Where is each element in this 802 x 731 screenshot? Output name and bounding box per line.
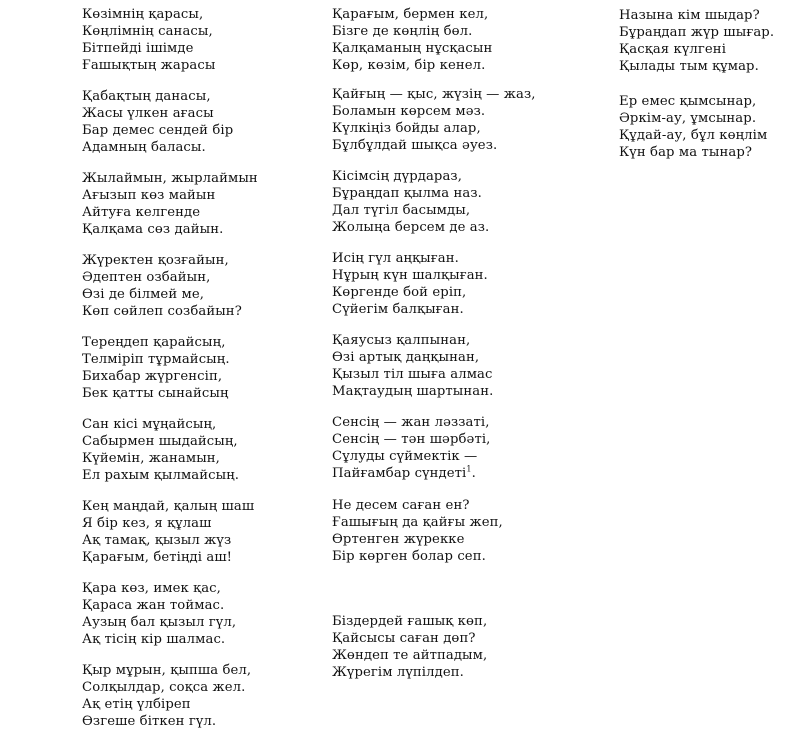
poem-line: Ер емес қымсынар,	[619, 94, 757, 109]
poem-column-3	[619, 7, 774, 161]
poem-line: Өзі артық даңқынан,	[332, 350, 480, 365]
poem-line: Қара көз, имек қас,	[82, 581, 221, 596]
poem-line: Көр, көзім, бір кенел.	[332, 58, 486, 73]
poem-line: Күн бар ма тынар?	[619, 145, 753, 160]
poem-line: Күйемін, жанамын,	[82, 451, 220, 466]
poem-line: Кісімсің дүрдараз,	[332, 169, 463, 184]
poem-line: Жөндеп те айтпадым,	[332, 648, 488, 663]
poem-line: Боламын көрсем мәз.	[332, 104, 486, 119]
poem-line: Сенсің — жан ләззаті,	[332, 415, 490, 430]
poem-line: Сүйегім балқыған.	[332, 302, 464, 317]
poem-line: Ақ етің үлбіреп	[82, 697, 191, 712]
poem-line: Қайсысы саған дөп?	[332, 631, 476, 646]
stanza	[332, 6, 536, 74]
poem-line-text: Пайғамбар сүндеті	[332, 466, 467, 481]
poem-line: Өзгеше біткен гүл.	[82, 714, 217, 729]
poem-line: Күлкіңіз бойды алар,	[332, 121, 481, 136]
poem-line: Бек қатты сынайсың	[82, 386, 229, 401]
poem-line: Телміріп тұрмайсың.	[82, 352, 230, 367]
poem-line: Жылаймын, жырлаймын	[82, 171, 258, 186]
poem-line: Қараса жан тоймас.	[82, 598, 225, 613]
poem-line: Ақ тамақ, қызыл жүз	[82, 533, 232, 548]
stanza	[82, 580, 258, 648]
poem-line: Сенсің — тән шәрбәті,	[332, 432, 491, 447]
poem-line: Әркім-ау, ұмсынар.	[619, 111, 757, 126]
stanza	[332, 250, 536, 318]
stanza	[332, 332, 536, 400]
poem-line: Қызыл тіл шыға алмас	[332, 367, 493, 382]
poem-line: Сан кісі мұңайсың,	[82, 417, 217, 432]
poem-line: Қылады тым құмар.	[619, 59, 759, 74]
poem-line: Ағызып көз майын	[82, 188, 216, 203]
stanza	[82, 416, 258, 484]
poem-line: Біздердей ғашық көп,	[332, 614, 488, 629]
poem-line: Өртенген жүрекке	[332, 532, 465, 547]
stanza	[619, 7, 774, 75]
poem-line: Көргенде бой еріп,	[332, 285, 467, 300]
poem-line: Бұраңдап қылма наз.	[332, 186, 482, 201]
poem-line: Жүректен қозғайын,	[82, 253, 229, 268]
poem-line: Бұлбұлдай шықса әуез.	[332, 138, 498, 153]
poem-line: Дал түгіл басымды,	[332, 203, 471, 218]
poem-line: Кең маңдай, қалың шаш	[82, 499, 255, 514]
poem-line: Ғашығың да қайғы жеп,	[332, 515, 503, 530]
line-end-punctuation: .	[471, 466, 476, 481]
stanza	[332, 86, 536, 154]
poem-line: Аузың бал қызыл гүл,	[82, 615, 237, 630]
poem-line: Қарағым, бермен кел,	[332, 7, 489, 22]
poem-line: Исің гүл аңқыған.	[332, 251, 459, 266]
poem-line: Сұлуды сүймектік —	[332, 449, 478, 464]
poem-line: Ел рахым қылмайсың.	[82, 468, 240, 483]
poem-line: Өзі де білмей ме,	[82, 287, 205, 302]
poem-line: Не десем саған ен?	[332, 498, 470, 513]
poem-line: Мақтаудың шартынан.	[332, 384, 494, 399]
stanza	[332, 168, 536, 236]
poem-line: Сабырмен шыдайсың,	[82, 434, 238, 449]
poem-line: Бір көрген болар сеп.	[332, 549, 486, 564]
poem-line: Көп сөйлеп созбайын?	[82, 304, 242, 319]
stanza	[82, 498, 258, 566]
poem-line: Қаяусыз қалпынан,	[332, 333, 471, 348]
stanza	[82, 334, 258, 402]
poem-line: Бихабар жүргенсіп,	[82, 369, 223, 384]
poem-line: Тереңдеп қарайсың,	[82, 335, 226, 350]
poem-line: Қалқама сөз дайын.	[82, 222, 224, 237]
poem-column-2	[332, 6, 536, 681]
poem-line: Қасқая күлгені	[619, 42, 727, 57]
poem-line: Я бір кез, я құлаш	[82, 516, 212, 531]
poem-line: Көңлімнің санасы,	[82, 24, 213, 39]
poem-line: Жүрегім лүпілдеп.	[332, 665, 464, 680]
stanza	[332, 497, 536, 565]
poem-line: Қыр мұрын, қыпша бел,	[82, 663, 252, 678]
poem-line: Қарағым, бетіңді аш!	[82, 550, 233, 565]
poem-line: Әдептен озбайын,	[82, 270, 211, 285]
stanza	[82, 662, 258, 730]
poem-line: Ғашықтың жарасы	[82, 58, 216, 73]
stanza	[82, 6, 258, 74]
poem-line: Жолыңа берсем де аз.	[332, 220, 490, 235]
poem-line: Бізге де көңлің бөл.	[332, 24, 473, 39]
poem-line: Бітпейді ішімде	[82, 41, 194, 56]
stanza	[619, 93, 774, 161]
stanza	[332, 414, 536, 482]
poem-line-with-footnote	[332, 465, 536, 482]
poem-column-1	[82, 6, 258, 730]
poem-line: Бұраңдап жүр шығар.	[619, 25, 775, 40]
poem-line: Қабақтың данасы,	[82, 89, 211, 104]
poem-line: Нұрың күн шалқыған.	[332, 268, 488, 283]
stanza	[82, 252, 258, 320]
poem-line: Құдай-ау, бұл көңлім	[619, 128, 768, 143]
poem-line: Қалқаманың нұсқасын	[332, 41, 493, 56]
stanza	[82, 88, 258, 156]
poem-line: Жасы үлкен ағасы	[82, 106, 214, 121]
poem-line: Қайғың — қыс, жүзің — жаз,	[332, 87, 536, 102]
poem-line: Көзімнің қарасы,	[82, 7, 204, 22]
poem-line: Назына кім шыдар?	[619, 8, 760, 23]
stanza	[332, 613, 536, 681]
stanza	[82, 170, 258, 238]
poem-line: Адамның баласы.	[82, 140, 206, 155]
poem-line: Бар демес сендей бір	[82, 123, 234, 138]
poem-line: Ақ тісің кір шалмас.	[82, 632, 226, 647]
poem-line: Солқылдар, соқса жел.	[82, 680, 246, 695]
poem-line: Айтуға келгенде	[82, 205, 201, 220]
footnote-marker: 1	[466, 464, 472, 474]
